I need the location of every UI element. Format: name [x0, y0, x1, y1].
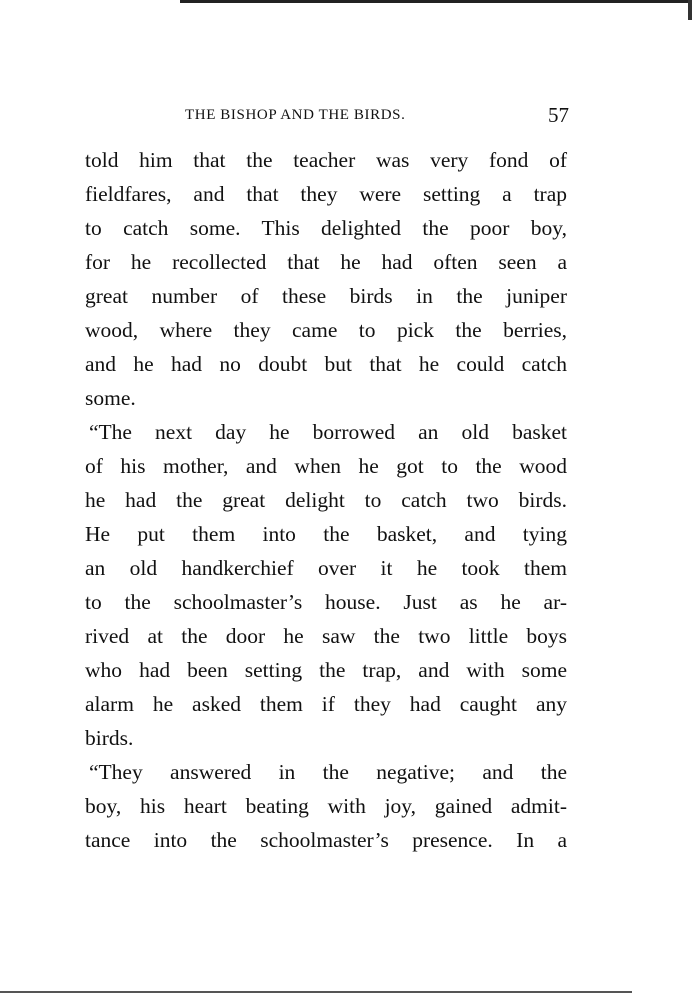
page-header	[85, 103, 569, 129]
text-line: tance into the schoolmaster’s presence. In a	[85, 828, 567, 852]
text-line: birds.	[85, 726, 134, 750]
text-line: for he recollected that he had often seen a	[85, 250, 567, 274]
text-line: fieldfares, and that they were setting a trap	[85, 182, 567, 206]
text-line: he had the great delight to catch two birds.	[85, 488, 567, 512]
page-edge-top	[180, 0, 692, 3]
page-edge-corner	[688, 0, 692, 20]
text-line: an old handkerchief over it he took them	[85, 556, 567, 580]
text-line: “The next day he borrowed an old basket	[89, 420, 567, 444]
text-line: great number of these birds in the juniper	[85, 284, 567, 308]
text-line: wood, where they came to pick the berries,	[85, 318, 567, 342]
text-line: to the schoolmaster’s house. Just as he ar-	[85, 590, 567, 614]
text-line: to catch some. This delighted the poor boy,	[85, 216, 567, 240]
text-line: “They answered in the negative; and the	[89, 760, 567, 784]
body-text	[85, 143, 567, 857]
text-line: of his mother, and when he got to the wood	[85, 454, 567, 478]
page-number: 57	[548, 103, 569, 127]
text-line: who had been setting the trap, and with some	[85, 658, 567, 682]
running-title: THE BISHOP AND THE BIRDS.	[185, 107, 406, 123]
text-line: some.	[85, 386, 136, 410]
text-line: told him that the teacher was very fond of	[85, 148, 567, 172]
text-line: alarm he asked them if they had caught any	[85, 692, 567, 716]
text-line: rived at the door he saw the two little boys	[85, 624, 567, 648]
text-line: and he had no doubt but that he could catch	[85, 352, 567, 376]
page-edge-bottom	[0, 991, 632, 993]
text-line: He put them into the basket, and tying	[85, 522, 567, 546]
text-line: boy, his heart beating with joy, gained admit-	[85, 794, 567, 818]
